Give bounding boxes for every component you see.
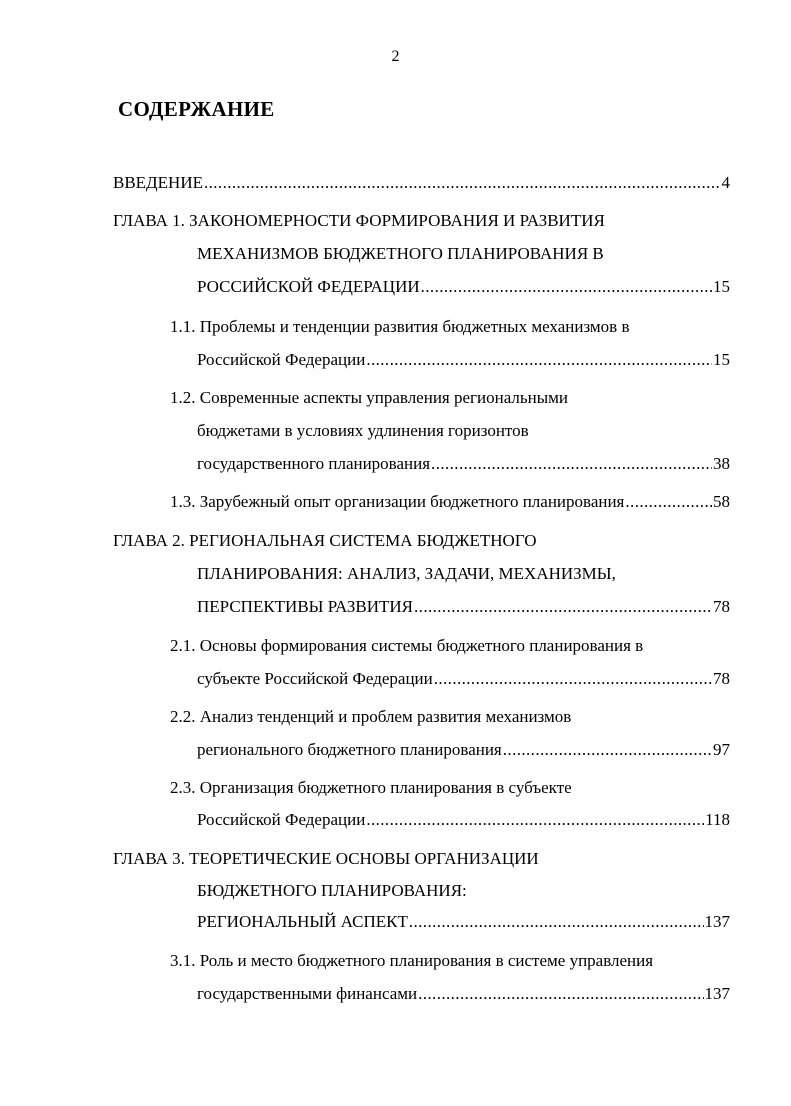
toc-entry-title: Российской Федерации	[197, 350, 366, 369]
toc-section-1-1-line-1[interactable]: 1.1. Проблемы и тенденции развития бюджетных механизмов в	[170, 317, 630, 336]
toc-page-number: 4	[721, 173, 730, 192]
leader-dots	[409, 911, 704, 933]
toc-entry-title: ПЕРСПЕКТИВЫ РАЗВИТИЯ	[197, 597, 414, 616]
toc-page-number: 97	[713, 740, 730, 759]
toc-page-number: 78	[713, 597, 730, 616]
toc-section-1-2-line-1[interactable]: 1.2. Современные аспекты управления региональными	[170, 388, 569, 407]
leader-dots	[503, 739, 712, 761]
toc-chapter-3-title-line-1[interactable]: ГЛАВА 3. ТЕОРЕТИЧЕСКИЕ ОСНОВЫ ОРГАНИЗАЦИИ	[113, 849, 539, 868]
toc-entry-title: РЕГИОНАЛЬНЫЙ АСПЕКТ	[197, 912, 408, 931]
toc-section-1-2-line-3[interactable]	[197, 453, 730, 475]
toc-page-number: 118	[705, 810, 730, 829]
toc-section-2-3-line-2[interactable]	[197, 809, 730, 831]
page-title: СОДЕРЖАНИЕ	[118, 97, 275, 121]
leader-dots	[204, 172, 721, 194]
toc-page-number: 15	[713, 277, 730, 296]
toc-section-2-2-line-1[interactable]: 2.2. Анализ тенденций и проблем развития механизмов	[170, 707, 572, 726]
leader-dots	[366, 809, 704, 831]
toc-entry-title: РОССИЙСКОЙ ФЕДЕРАЦИИ	[197, 277, 420, 296]
toc-section-1-1-line-2[interactable]	[197, 349, 730, 371]
toc-page-number: 137	[704, 984, 730, 1003]
toc-page-number: 78	[713, 669, 730, 688]
toc-chapter-2-title-line-3[interactable]	[197, 596, 730, 618]
toc-page-number: 137	[704, 912, 730, 931]
toc-entry-intro[interactable]	[113, 172, 730, 194]
toc-chapter-3-title-line-3[interactable]	[197, 911, 730, 933]
leader-dots	[625, 491, 712, 513]
toc-entry-title: государственного планирования	[197, 454, 431, 473]
toc-page-number: 15	[713, 350, 730, 369]
toc-entry-title: ВВЕДЕНИЕ	[113, 173, 203, 192]
toc-section-2-1-line-2[interactable]	[197, 668, 730, 690]
leader-dots	[366, 349, 712, 371]
leader-dots	[434, 668, 712, 690]
toc-chapter-2-title-line-2[interactable]: ПЛАНИРОВАНИЯ: АНАЛИЗ, ЗАДАЧИ, МЕХАНИЗМЫ,	[197, 564, 616, 583]
toc-section-2-3-line-1[interactable]: 2.3. Организация бюджетного планирования в субъекте	[170, 778, 572, 797]
toc-section-2-1-line-1[interactable]: 2.1. Основы формирования системы бюджетного планирования в	[170, 636, 644, 655]
toc-entry-title: Российской Федерации	[197, 810, 366, 829]
leader-dots	[421, 276, 712, 298]
leader-dots	[414, 596, 712, 618]
toc-chapter-1-title-line-3[interactable]	[197, 276, 730, 298]
toc-entry-title: субъекте Российской Федерации	[197, 669, 433, 688]
toc-section-1-3[interactable]	[170, 491, 730, 513]
toc-section-3-1-line-2[interactable]	[197, 983, 730, 1005]
toc-section-1-2-line-2[interactable]: бюджетами в условиях удлинения горизонтов	[197, 421, 529, 440]
toc-page-number: 38	[713, 454, 730, 473]
page-number: 2	[391, 48, 400, 65]
leader-dots	[431, 453, 712, 475]
toc-section-3-1-line-1[interactable]: 3.1. Роль и место бюджетного планирования в системе управления	[170, 951, 654, 970]
toc-page-number: 58	[713, 492, 730, 511]
toc-section-2-2-line-2[interactable]	[197, 739, 730, 761]
toc-entry-title: 1.3. Зарубежный опыт организации бюджетного планирования	[170, 492, 625, 511]
toc-entry-title: регионального бюджетного планирования	[197, 740, 502, 759]
leader-dots	[418, 983, 703, 1005]
toc-entry-title: государственными финансами	[197, 984, 418, 1003]
toc-chapter-3-title-line-2[interactable]: БЮДЖЕТНОГО ПЛАНИРОВАНИЯ:	[197, 881, 467, 900]
toc-chapter-2-title-line-1[interactable]: ГЛАВА 2. РЕГИОНАЛЬНАЯ СИСТЕМА БЮДЖЕТНОГО	[113, 531, 537, 550]
toc-chapter-1-title-line-2[interactable]: МЕХАНИЗМОВ БЮДЖЕТНОГО ПЛАНИРОВАНИЯ В	[197, 244, 604, 263]
toc-chapter-1-title-line-1[interactable]: ГЛАВА 1. ЗАКОНОМЕРНОСТИ ФОРМИРОВАНИЯ И РАЗВИТИЯ	[113, 211, 605, 230]
